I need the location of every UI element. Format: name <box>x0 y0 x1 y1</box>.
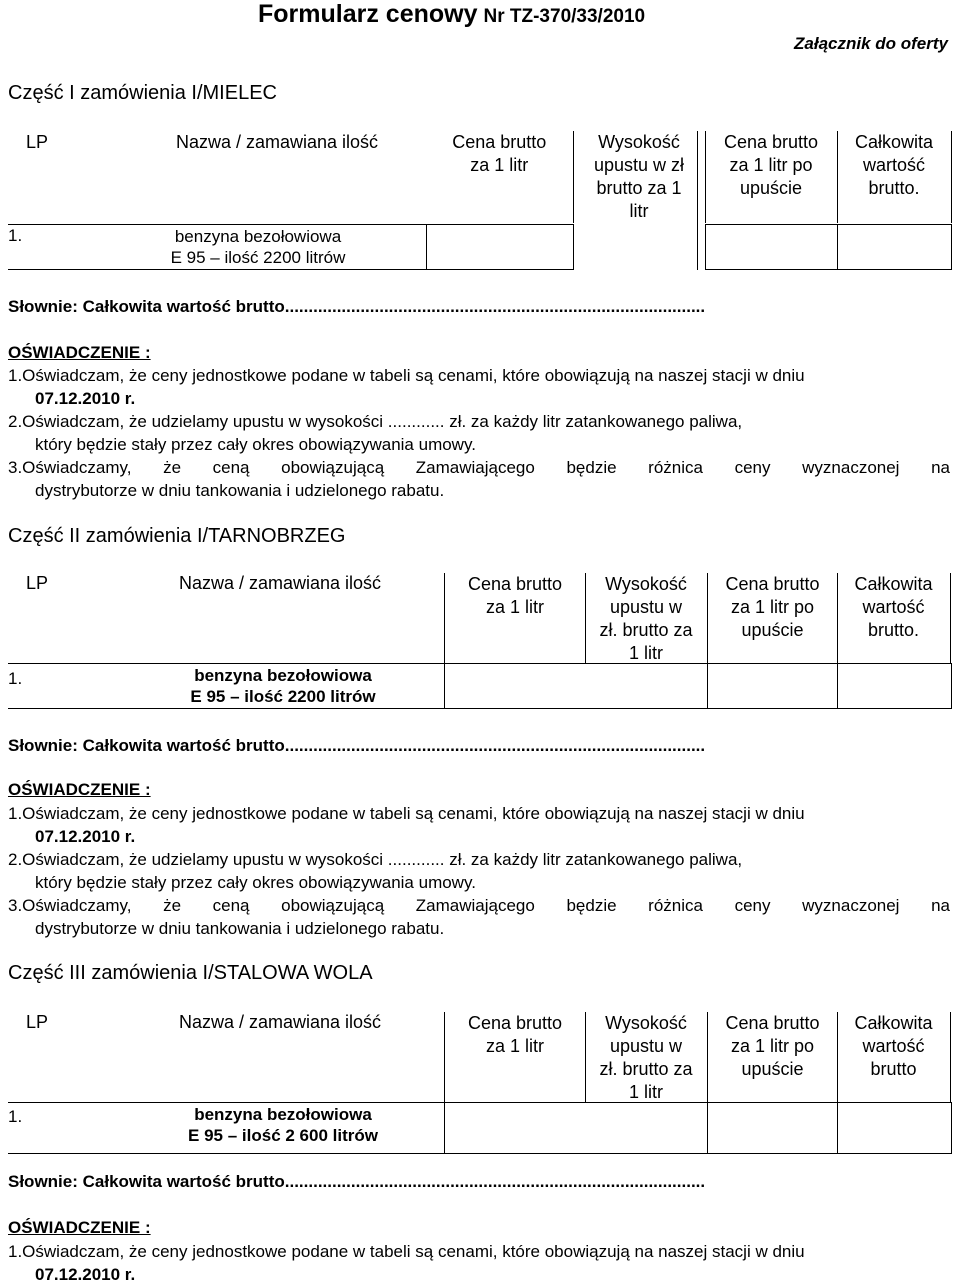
declaration-1-date: 07.12.2010 r. <box>35 1265 136 1284</box>
section-3-declarations <box>8 1240 950 1286</box>
section-2-heading: Część II zamówienia I/TARNOBRZEG <box>8 525 346 547</box>
section-2-slownie: Słownie: Całkowita wartość brutto......................................................................................... <box>8 736 706 755</box>
section-2-price-table <box>8 573 951 708</box>
cell-cena-po-input[interactable] <box>705 224 838 270</box>
header-calkowita: Całkowita wartość brutto <box>837 1012 951 1102</box>
header-cena-po-upuscie: Cena brutto za 1 litr po upuście <box>705 131 837 223</box>
row-product: benzyna bezołowiowa E 95 – ilość 2200 litrów <box>170 227 346 267</box>
cell-cena-po-input[interactable] <box>707 1102 838 1154</box>
declaration-2-cont: który będzie stały przez cały okres obowiązywania umowy. <box>35 873 476 892</box>
cell-calkowita-input[interactable] <box>837 663 952 709</box>
declaration-2: 2.Oświadczam, że udzielamy upustu w wysokości ............ zł. za każdy litr zatankowanego paliwa, <box>8 850 743 869</box>
declaration-3: 3.Oświadczamy, że ceną obowiązującą Zamawiającego będzie różnica ceny wyznaczonej na <box>8 896 950 915</box>
header-nazwa: Nazwa / zamawiana ilość <box>178 573 382 593</box>
row-lp: 1. <box>8 1107 23 1126</box>
declaration-1: 1.Oświadczam, że ceny jednostkowe podane w tabeli są cenami, które obowiązują na naszej stacji w dniu <box>8 804 805 823</box>
header-cena: Cena brutto za 1 litr <box>426 131 573 223</box>
header-upust: Wysokość upustu w zł. brutto za 1 litr <box>599 574 693 663</box>
declaration-2-cont: który będzie stały przez cały okres obowiązywania umowy. <box>35 435 476 454</box>
section-1-slownie: Słownie: Całkowita wartość brutto......................................................................................... <box>8 297 706 316</box>
header-calkowita: Całkowita wartość brutto. <box>837 573 951 663</box>
declaration-1-date: 07.12.2010 r. <box>35 827 136 846</box>
section-1-data-row <box>8 224 951 270</box>
header-cena: Cena brutto za 1 litr <box>444 1012 586 1102</box>
declaration-1-date: 07.12.2010 r. <box>35 389 136 408</box>
section-3-heading: Część III zamówienia I/STALOWA WOLA <box>8 962 373 984</box>
header-nazwa: Nazwa / zamawiana ilość <box>175 132 379 152</box>
header-calkowita: Całkowita wartość brutto. <box>837 131 951 223</box>
cell-cena-po-input[interactable] <box>707 663 838 709</box>
section-2-oswiadczenie: OŚWIADCZENIE : <box>8 780 151 799</box>
section-2-declarations <box>8 802 950 940</box>
section-1-price-table <box>8 131 952 223</box>
document-number: Nr TZ-370/33/2010 <box>483 6 646 27</box>
header-upust: Wysokość upustu w zł brutto za 1 litr <box>573 131 705 223</box>
section-1-heading: Część I zamówienia I/MIELEC <box>8 82 277 104</box>
section-1-header-row <box>8 131 951 223</box>
row-product: benzyna bezołowiowa E 95 – ilość 2 600 litrów <box>188 1105 378 1145</box>
annex-label: Załącznik do oferty <box>794 34 948 53</box>
declaration-3-cont: dystrybutorze w dniu tankowania i udzielonego rabatu. <box>35 481 445 500</box>
cell-cena-input[interactable] <box>444 663 707 709</box>
header-lp: LP <box>26 132 49 152</box>
cell-cena-input[interactable] <box>444 1102 707 1154</box>
section-1-declarations <box>8 364 950 502</box>
page-title <box>258 0 645 29</box>
header-cena-po-upuscie: Cena brutto za 1 litr po upuście <box>707 1012 838 1102</box>
header-lp: LP <box>26 573 49 593</box>
declaration-1: 1.Oświadczam, że ceny jednostkowe podane w tabeli są cenami, które obowiązują na naszej stacji w dniu <box>8 1242 805 1261</box>
row-lp: 1. <box>8 226 23 245</box>
header-upust: Wysokość upustu w zł. brutto za 1 litr <box>599 1013 693 1102</box>
cell-calkowita-input[interactable] <box>837 1102 952 1154</box>
declaration-2: 2.Oświadczam, że udzielamy upustu w wysokości ............ zł. za każdy litr zatankowanego paliwa, <box>8 412 743 431</box>
cell-calkowita-input[interactable] <box>837 224 952 270</box>
header-lp: LP <box>26 1012 49 1032</box>
title-text: Formularz cenowy <box>258 0 478 28</box>
header-cena: Cena brutto za 1 litr <box>444 573 586 663</box>
declaration-3-cont: dystrybutorze w dniu tankowania i udzielonego rabatu. <box>35 919 445 938</box>
header-cena-po-upuscie: Cena brutto za 1 litr po upuście <box>707 573 838 663</box>
cell-upust-input[interactable] <box>564 131 698 270</box>
header-nazwa: Nazwa / zamawiana ilość <box>178 1012 382 1032</box>
declaration-1: 1.Oświadczam, że ceny jednostkowe podane w tabeli są cenami, które obowiązują na naszej stacji w dniu <box>8 366 805 385</box>
row-lp: 1. <box>8 669 23 688</box>
row-product: benzyna bezołowiowa E 95 – ilość 2200 litrów <box>190 666 376 706</box>
section-3-oswiadczenie: OŚWIADCZENIE : <box>8 1218 151 1237</box>
section-3-price-table <box>8 1012 951 1154</box>
section-1-oswiadczenie: OŚWIADCZENIE : <box>8 343 151 362</box>
cell-cena-input[interactable] <box>426 224 574 270</box>
section-3-slownie: Słownie: Całkowita wartość brutto......................................................................................... <box>8 1172 706 1191</box>
declaration-3: 3.Oświadczamy, że ceną obowiązującą Zamawiającego będzie różnica ceny wyznaczonej na <box>8 458 950 477</box>
